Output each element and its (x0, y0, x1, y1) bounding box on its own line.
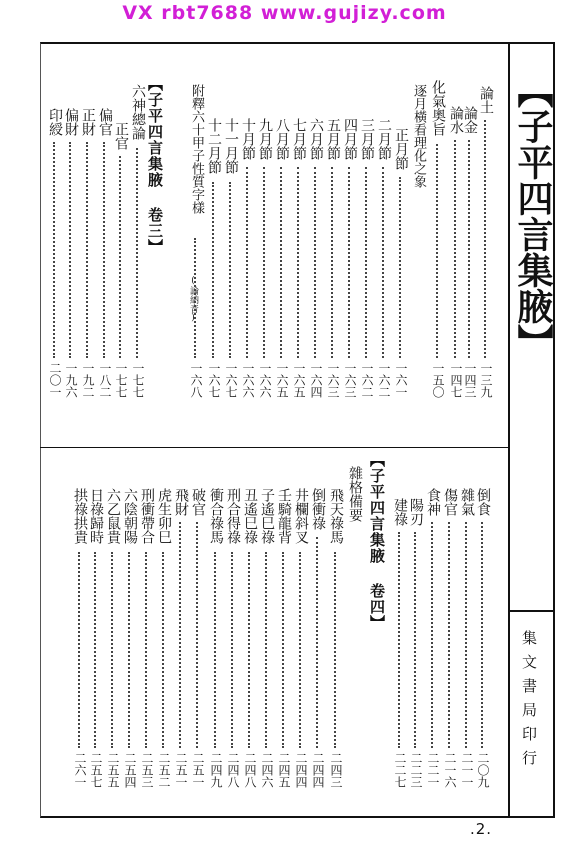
toc-entry (442, 488, 458, 800)
toc-entry (156, 488, 172, 800)
toc-entry-page: 二四四 (294, 752, 308, 788)
toc-entry-title: 論金 (462, 106, 478, 134)
toc-entry-title: 六月節 (308, 118, 324, 160)
toc-entry-page: 一六一 (394, 362, 408, 398)
leader-dots (212, 182, 216, 358)
toc-entry-title: 八月節 (274, 118, 290, 160)
leader-dots (265, 552, 269, 748)
leader-dots (297, 167, 301, 358)
leader-dots (448, 522, 452, 748)
toc-entry-title: 破官 (190, 488, 206, 516)
toc-entry-page: 二四三 (329, 752, 343, 788)
toc-entry-title: 三月節 (359, 118, 375, 160)
toc-entry-title: 印綬 (47, 108, 63, 136)
toc-entry-page: 二五一 (174, 752, 188, 788)
leader-dots (399, 177, 403, 358)
publisher-imprint: 集文書局印行 (520, 630, 538, 774)
toc-entry (225, 488, 241, 800)
toc-entry-title: 偏官 (97, 108, 113, 136)
toc-entry-page: 二一六 (443, 752, 457, 788)
toc-entry-title: 十月節 (240, 118, 256, 160)
leader-dots (382, 167, 386, 358)
leader-dots (314, 167, 318, 358)
side-divider (508, 610, 554, 612)
toc-entry-page: 二四五 (277, 752, 291, 788)
toc-entry-title: 二月節 (376, 118, 392, 160)
toc-entry (410, 84, 426, 420)
toc-entry-page: 二四八 (226, 752, 240, 788)
leader-dots (229, 182, 233, 358)
toc-entry-title: 飛財 (173, 488, 189, 516)
toc-entry-page: 二四八 (243, 752, 257, 788)
leader-dots (246, 167, 250, 358)
toc-entry-page: 一六五 (275, 362, 289, 398)
leader-dots (365, 167, 369, 358)
toc-entry-page: 二〇一 (48, 362, 62, 398)
toc-entry-page: 一九二 (81, 362, 95, 398)
leader-dots (179, 522, 183, 748)
toc-entry-title: 雜氣 (459, 488, 475, 516)
leader-dots (316, 537, 320, 748)
toc-entry (308, 118, 324, 420)
volume-3-heading: 【子平四言集腋 卷三】 (146, 76, 164, 255)
toc-entry (291, 118, 307, 420)
toc-entry-title: 雜格備要 (347, 466, 363, 522)
toc-entry (130, 84, 146, 420)
leader-dots (282, 552, 286, 748)
toc-entry-page: 二五一 (191, 752, 205, 788)
toc-entry-title: 六乙鼠貴 (105, 488, 121, 544)
toc-entry-title: 拱祿拱貴 (72, 488, 88, 544)
leader-dots (398, 532, 402, 748)
toc-entry-title: 七月節 (291, 118, 307, 160)
toc-entry (274, 118, 290, 420)
toc-entry (63, 108, 79, 420)
leader-dots (348, 167, 352, 358)
leader-dots (162, 552, 166, 748)
toc-entry-page: 二四六 (260, 752, 274, 788)
book-title: 【子平四言集腋】 (512, 72, 554, 360)
toc-entry-page: 一六五 (292, 362, 306, 398)
toc-entry-title: 論土 (478, 86, 494, 114)
toc-entry (113, 122, 129, 420)
toc-entry (97, 108, 113, 420)
toc-entry (208, 488, 224, 800)
leader-dots (86, 142, 90, 358)
toc-entry-title: 刑合得祿 (225, 488, 241, 544)
toc-entry (223, 118, 239, 420)
toc-entry-page: 一六六 (241, 362, 255, 398)
leader-dots (280, 167, 284, 358)
toc-entry-page: 一六二 (377, 362, 391, 398)
toc-entry (408, 498, 424, 800)
toc-entry-page: 一六七 (224, 362, 238, 398)
leader-dots (136, 148, 140, 358)
toc-entry (257, 118, 273, 420)
toc-entry-page: 二五四 (123, 752, 137, 788)
leader-dots (468, 140, 472, 358)
leader-dots (119, 156, 123, 358)
toc-entry-title: 正財 (80, 108, 96, 136)
toc-entry-title: 九月節 (257, 118, 273, 160)
toc-entry-title: 傷官 (442, 488, 458, 516)
leader-dots (111, 552, 115, 748)
toc-entry-title: 壬騎龍背 (276, 488, 292, 544)
leader-dots (481, 522, 485, 748)
toc-entry-page: 一七七 (131, 362, 145, 398)
toc-entry (122, 488, 138, 800)
toc-entry-page: 二五五 (106, 752, 120, 788)
toc-entry (240, 118, 256, 420)
toc-entry (310, 488, 326, 800)
toc-entry (47, 108, 63, 420)
toc-entry-title: 衝合祿馬 (208, 488, 224, 544)
toc-entry-title: 十二月節 (206, 118, 222, 174)
leader-dots (334, 552, 338, 748)
toc-entry-title: 建祿 (392, 498, 408, 526)
toc-entry (347, 466, 363, 800)
toc-entry-page: 一六三 (343, 362, 357, 398)
leader-dots (196, 522, 200, 748)
toc-entry (293, 488, 309, 800)
toc-entry-title: 陽刃 (408, 498, 424, 526)
leader-dots (431, 522, 435, 748)
toc-entry (105, 488, 121, 800)
toc-entry-title: 倒衝祿 (310, 488, 326, 530)
toc-entry (328, 488, 344, 800)
toc-entry (430, 80, 446, 420)
annotation-nayin: (論納音) (188, 276, 198, 323)
toc-entry-page: 一六二 (360, 362, 374, 398)
toc-entry (359, 118, 375, 420)
toc-entry (139, 488, 155, 800)
toc-entry-page: 一六六 (258, 362, 272, 398)
toc-entry-page: 二五二 (157, 752, 171, 788)
toc-entry-page: 二二三 (409, 752, 423, 788)
toc-entry (242, 488, 258, 800)
toc-entry (459, 488, 475, 800)
side-column-rule (508, 42, 510, 818)
toc-entry-title: 子遙巳祿 (259, 488, 275, 544)
toc-entry-title: 化氣奧旨 (430, 80, 446, 136)
leader-dots (69, 142, 73, 358)
toc-entry-title: 五月節 (325, 118, 341, 160)
toc-entry (462, 106, 478, 420)
toc-entry-title: 四月節 (342, 118, 358, 160)
leader-dots (231, 552, 235, 748)
toc-entry-page: 二五三 (140, 752, 154, 788)
leader-dots (214, 552, 218, 748)
toc-entry (88, 488, 104, 800)
toc-entry (392, 498, 408, 800)
section-divider (40, 447, 510, 448)
leader-dots (263, 167, 267, 358)
toc-entry-page: 一六七 (207, 362, 221, 398)
toc-entry-title: 食神 (425, 488, 441, 516)
toc-entry-page: 一五〇 (431, 362, 445, 398)
toc-entry-title: 偏財 (63, 108, 79, 136)
toc-entry-title: 論水 (448, 106, 464, 134)
toc-entry-title: 六陰朝陽 (122, 488, 138, 544)
toc-entry (173, 488, 189, 800)
toc-entry-title: 井欄斜叉 (293, 488, 309, 544)
toc-entry (376, 118, 392, 420)
toc-entry (276, 488, 292, 800)
toc-entry (188, 84, 204, 420)
toc-entry (190, 488, 206, 800)
toc-entry-page: 二五七 (89, 752, 103, 788)
toc-entry-title: 逐月橫看理化之象 (411, 84, 426, 188)
toc-entry-page: 一六八 (189, 362, 203, 398)
watermark-text: VX rbt7688 www.gujizy.com (122, 2, 447, 24)
toc-entry (478, 86, 494, 420)
toc-entry-page: 二一一 (460, 752, 474, 788)
toc-entry (72, 488, 88, 800)
toc-entry-page: 一三九 (479, 362, 493, 398)
leader-dots (78, 552, 82, 748)
leader-dots (94, 552, 98, 748)
toc-entry-title: 六神總論 (130, 84, 146, 140)
toc-entry (206, 118, 222, 420)
toc-entry-title: 丑遙巳祿 (242, 488, 258, 544)
leader-dots (484, 120, 488, 358)
toc-entry-page: 一六四 (309, 362, 323, 398)
toc-entry-title: 正月節 (393, 128, 409, 170)
leader-dots (194, 238, 198, 358)
toc-entry-page: 二四九 (209, 752, 223, 788)
leader-dots (53, 142, 57, 358)
toc-entry (342, 118, 358, 420)
leader-dots (299, 552, 303, 748)
toc-entry (475, 488, 491, 800)
leader-dots (331, 167, 335, 358)
toc-entry-title: 虎生卯巳 (156, 488, 172, 544)
toc-entry-page: 一七七 (114, 362, 128, 398)
leader-dots (248, 552, 252, 748)
leader-dots (465, 522, 469, 748)
toc-entry-page: 一四七 (449, 362, 463, 398)
leader-dots (128, 552, 132, 748)
toc-entry-page: 二四四 (311, 752, 325, 788)
toc-entry (80, 108, 96, 420)
toc-entry-title: 正官 (113, 122, 129, 150)
toc-entry-page: 二六一 (73, 752, 87, 788)
toc-entry-title: 十一月節 (223, 118, 239, 174)
toc-entry-page: 一八二 (98, 362, 112, 398)
toc-entry (425, 488, 441, 800)
leader-dots (103, 142, 107, 358)
toc-entry-title: 日祿歸時 (88, 488, 104, 544)
volume-4-heading: 【子平四言集腋 卷四】 (368, 452, 386, 631)
toc-entry-title: 飛天祿馬 (328, 488, 344, 544)
toc-entry (259, 488, 275, 800)
toc-entry-title: 刑衝帶合 (139, 488, 155, 544)
toc-entry-page: 二〇九 (476, 752, 490, 788)
page-number: .2. (470, 820, 493, 838)
leader-dots (414, 532, 418, 748)
toc-entry-page: 一六三 (326, 362, 340, 398)
toc-entry-page: 一九六 (64, 362, 78, 398)
toc-entry-page: 二二七 (393, 752, 407, 788)
leader-dots (454, 140, 458, 358)
leader-dots (145, 552, 149, 748)
toc-entry (448, 106, 464, 420)
toc-entry-title: 倒食 (475, 488, 491, 516)
toc-entry-page: 二二一 (426, 752, 440, 788)
toc-entry (325, 118, 341, 420)
toc-entry-title: 附釋六十甲子性質字樣 (189, 84, 204, 214)
toc-entry-page: 一四三 (463, 362, 477, 398)
leader-dots (436, 144, 440, 358)
toc-entry (393, 128, 409, 420)
